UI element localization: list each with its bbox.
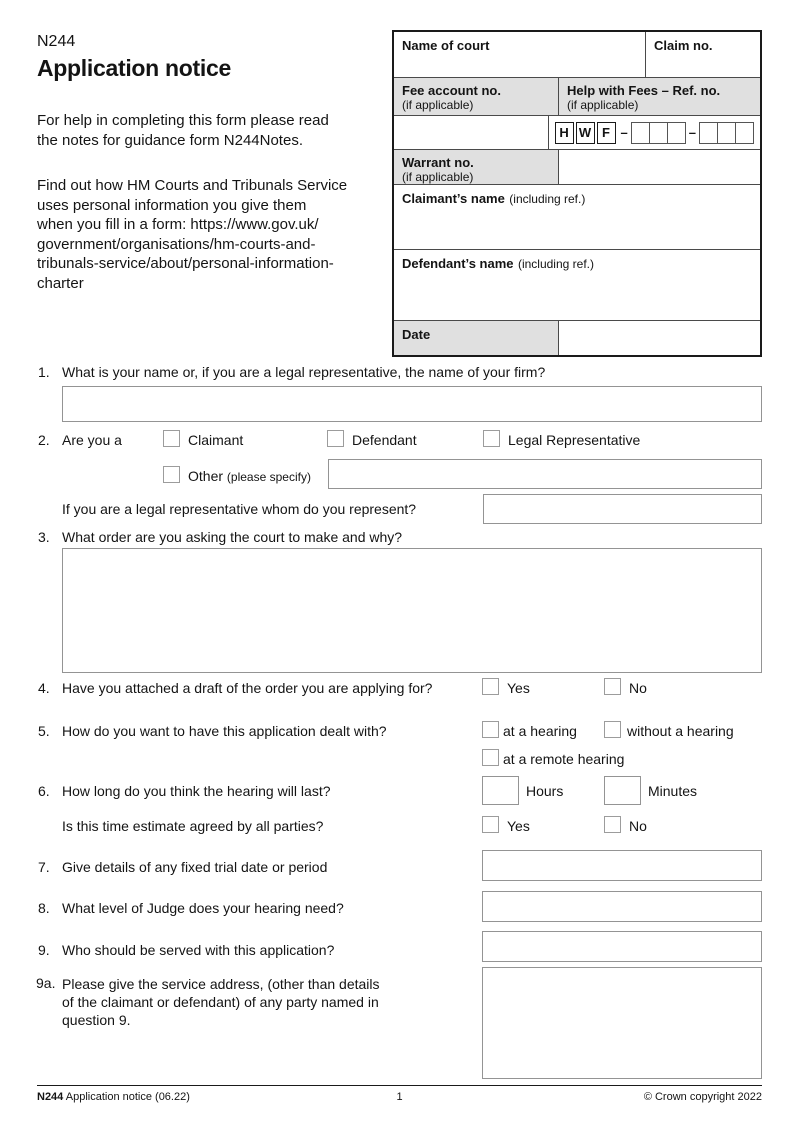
fee-account-label-cell	[394, 78, 559, 115]
q6-agree-text: Is this time estimate agreed by all parties?	[62, 818, 324, 834]
privacy-line: government/organisations/hm-courts-and-	[37, 235, 316, 253]
row-court-claim	[394, 32, 760, 77]
name-of-court-cell[interactable]	[394, 32, 646, 77]
q8-judge-level-input[interactable]	[482, 891, 762, 922]
claimant-name-cell[interactable]	[394, 185, 760, 249]
hwf-sub: (if applicable)	[567, 98, 639, 112]
q9-text: Who should be served with this application?	[62, 942, 335, 958]
defendant-name-label: Defendant’s name	[402, 256, 514, 271]
other-label-sub: (please specify)	[226, 470, 311, 484]
q9a-text	[62, 975, 380, 1029]
name-of-court-label: Name of court	[402, 38, 490, 53]
footer-form-title: Application notice (06.22)	[63, 1091, 190, 1103]
hwf-dash: –	[620, 125, 628, 140]
hwf-letter-h: H	[555, 122, 574, 144]
hwf-dash: –	[688, 125, 696, 140]
defendant-checkbox-label: Defendant	[352, 432, 417, 448]
date-label: Date	[402, 327, 431, 342]
hwf-ref-box[interactable]	[735, 122, 754, 144]
hwf-ref-box[interactable]	[667, 122, 686, 144]
fee-account-sub: (if applicable)	[402, 98, 474, 112]
minutes-label: Minutes	[648, 783, 698, 799]
q2-text: Are you a	[62, 432, 122, 448]
claimant-name-label: Claimant’s name	[402, 191, 505, 206]
q3-number: 3.	[38, 529, 50, 545]
q7-number: 7.	[38, 859, 50, 875]
court-details-table	[392, 30, 762, 357]
fee-account-label: Fee account no.	[402, 83, 501, 98]
q6-yes-checkbox[interactable]	[482, 816, 499, 833]
row-claimant	[394, 184, 760, 249]
q2-rep-question: If you are a legal representative whom do you represent?	[62, 501, 417, 517]
footer-divider	[37, 1085, 762, 1086]
hwf-ref-group-1	[631, 122, 686, 144]
privacy-line: Find out how HM Courts and Tribunals Service	[37, 177, 348, 194]
q6-yes-label: Yes	[507, 818, 530, 834]
warrant-label: Warrant no.	[402, 155, 474, 170]
warrant-label-cell	[394, 150, 559, 184]
warrant-sub: (if applicable)	[402, 170, 474, 184]
intro-text	[37, 111, 329, 150]
row-fee-hwf-values	[394, 115, 760, 149]
q4-number: 4.	[38, 680, 50, 696]
q6-text: How long do you think the hearing will last?	[62, 783, 331, 799]
q9a-line: of the claimant or defendant) of any party named in	[62, 994, 379, 1010]
footer-form-number: N244	[37, 1091, 64, 1103]
q4-yes-checkbox[interactable]	[482, 678, 499, 695]
defendant-name-cell[interactable]	[394, 250, 760, 320]
hwf-letter-f: F	[597, 122, 616, 144]
q4-no-checkbox[interactable]	[604, 678, 621, 695]
hours-label: Hours	[526, 783, 564, 799]
legal-representative-checkbox[interactable]	[483, 430, 500, 447]
row-warrant	[394, 149, 760, 184]
hwf-label-cell	[559, 78, 760, 115]
other-checkbox[interactable]	[163, 466, 180, 483]
hwf-ref-box[interactable]	[631, 122, 650, 144]
hwf-label: Help with Fees – Ref. no.	[567, 83, 721, 98]
claimant-checkbox-label: Claimant	[188, 432, 244, 448]
row-fee-hwf-labels	[394, 77, 760, 115]
other-label: Other	[188, 468, 224, 484]
q6-number: 6.	[38, 783, 50, 799]
q9-number: 9.	[38, 942, 50, 958]
q7-trial-date-input[interactable]	[482, 850, 762, 881]
claim-no-label: Claim no.	[654, 38, 713, 53]
hwf-ref-cell	[549, 116, 760, 149]
q7-text: Give details of any fixed trial date or period	[62, 859, 328, 875]
without-hearing-label: without a hearing	[627, 723, 734, 739]
q9a-number: 9a.	[36, 975, 56, 991]
row-date	[394, 320, 760, 355]
intro-line: the notes for guidance form N244Notes.	[37, 131, 303, 149]
at-hearing-label: at a hearing	[503, 723, 577, 739]
claimant-name-sub: (including ref.)	[509, 192, 586, 206]
hwf-ref-box[interactable]	[649, 122, 668, 144]
intro-line: For help in completing this form please read	[37, 112, 329, 129]
remote-hearing-checkbox[interactable]	[482, 749, 499, 766]
date-label-cell	[394, 321, 559, 355]
q8-number: 8.	[38, 900, 50, 916]
defendant-name-sub: (including ref.)	[517, 257, 594, 271]
q3-order-details-input[interactable]	[62, 548, 762, 673]
q6-no-checkbox[interactable]	[604, 816, 621, 833]
privacy-line: uses personal information you give them	[37, 196, 307, 214]
q2-number: 2.	[38, 432, 50, 448]
q9-served-input[interactable]	[482, 931, 762, 962]
claimant-checkbox[interactable]	[163, 430, 180, 447]
minutes-input[interactable]	[604, 776, 641, 805]
hwf-ref-box[interactable]	[717, 122, 736, 144]
q1-number: 1.	[38, 364, 50, 380]
legal-representative-checkbox-label: Legal Representative	[508, 432, 641, 448]
page-title: Application notice	[37, 55, 231, 81]
fee-account-value-cell[interactable]	[394, 116, 549, 149]
q8-text: What level of Judge does your hearing need?	[62, 900, 344, 916]
other-specify-input[interactable]	[328, 459, 762, 489]
warrant-value-cell[interactable]	[559, 150, 760, 184]
q9a-line: Please give the service address, (other than details	[62, 976, 380, 992]
privacy-line: when you fill in a form: https://www.gov.uk/	[37, 216, 319, 233]
defendant-checkbox[interactable]	[327, 430, 344, 447]
q5-text: How do you want to have this application dealt with?	[62, 723, 387, 739]
date-value-cell[interactable]	[559, 321, 760, 355]
q9a-service-address-input[interactable]	[482, 967, 762, 1079]
q4-text: Have you attached a draft of the order you are applying for?	[62, 680, 433, 696]
footer-copyright: © Crown copyright 2022	[643, 1091, 762, 1103]
q3-text: What order are you asking the court to make and why?	[62, 529, 403, 545]
hwf-ref-group-2	[699, 122, 754, 144]
privacy-line: tribunals-service/about/personal-information-	[37, 255, 334, 272]
row-defendant	[394, 249, 760, 320]
q1-name-input[interactable]	[62, 386, 762, 422]
form-number: N244	[37, 33, 76, 50]
remote-hearing-label: at a remote hearing	[503, 751, 625, 767]
q9a-line: question 9.	[62, 1012, 131, 1028]
q4-yes-label: Yes	[507, 680, 530, 696]
privacy-text	[37, 176, 347, 293]
at-hearing-checkbox[interactable]	[482, 721, 499, 738]
q5-number: 5.	[38, 723, 50, 739]
represent-input[interactable]	[483, 494, 762, 524]
hours-input[interactable]	[482, 776, 519, 805]
hwf-letter-w: W	[576, 122, 595, 144]
q4-no-label: No	[629, 680, 647, 696]
claim-no-cell[interactable]	[646, 32, 760, 77]
hwf-ref-box[interactable]	[699, 122, 718, 144]
other-checkbox-label	[188, 468, 311, 484]
footer-page-number: 1	[396, 1091, 403, 1103]
q1-text: What is your name or, if you are a legal representative, the name of your firm?	[62, 364, 546, 380]
q6-no-label: No	[629, 818, 647, 834]
privacy-line: charter	[37, 274, 84, 292]
without-hearing-checkbox[interactable]	[604, 721, 621, 738]
